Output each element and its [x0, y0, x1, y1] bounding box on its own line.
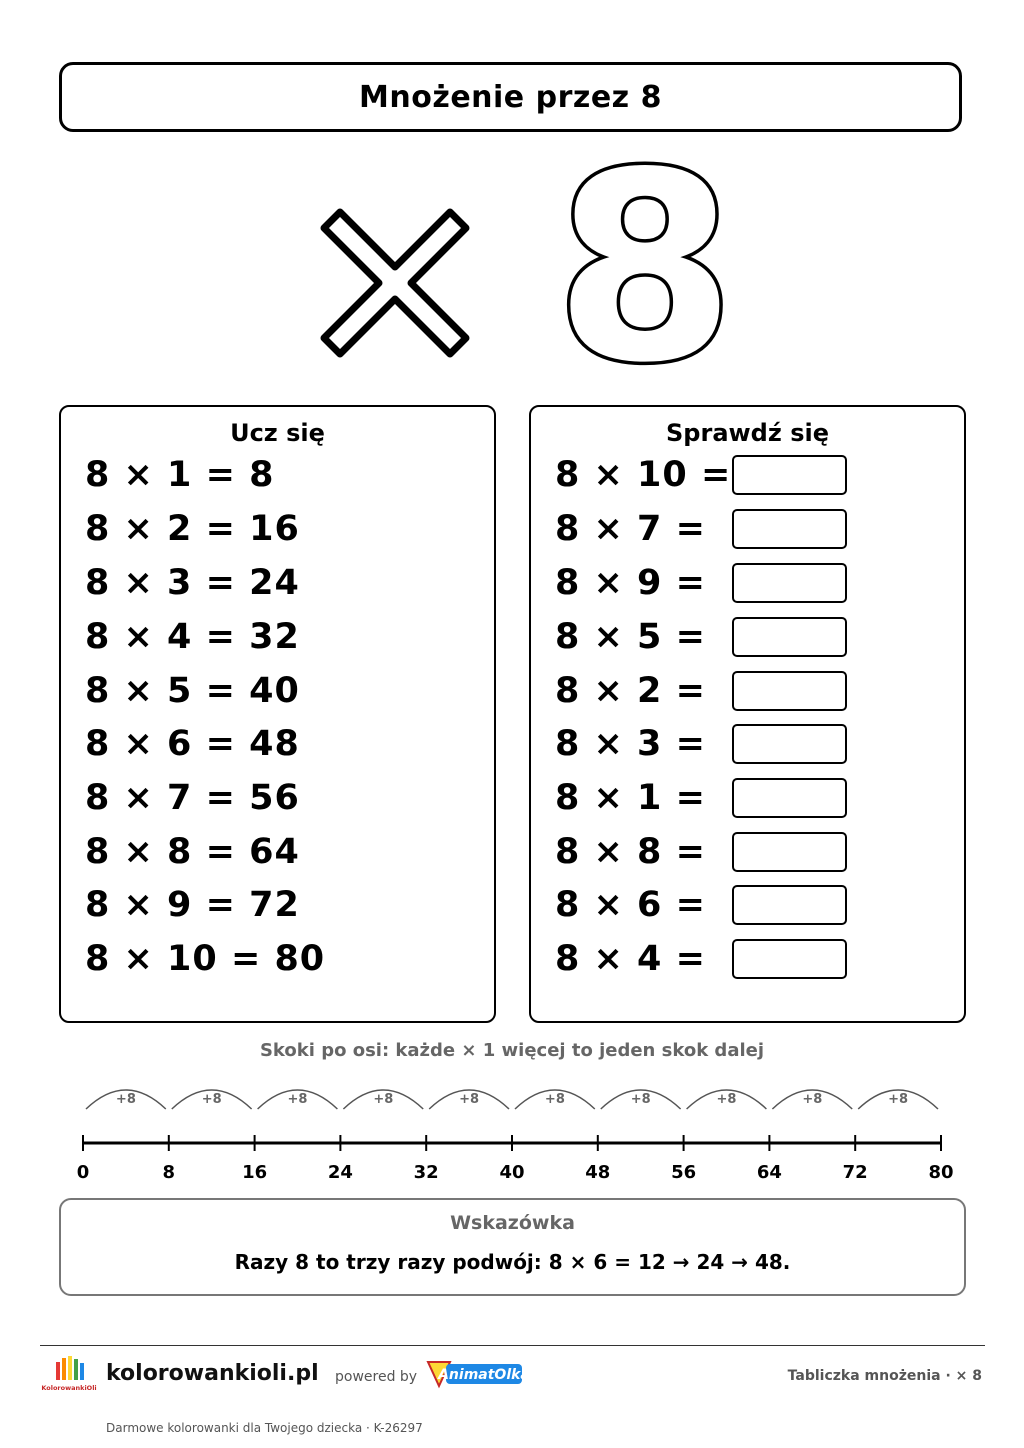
logo-small-text: KolorowankiOli: [41, 1384, 97, 1392]
check-heading: Sprawdź się: [666, 419, 829, 447]
powered-by-label: powered by: [335, 1369, 418, 1385]
jump-label: +8: [630, 1092, 651, 1107]
check-row-3: 8 × 9 =: [555, 563, 706, 603]
number-line-tick-label: 64: [756, 1162, 782, 1183]
answer-box-1[interactable]: [732, 455, 847, 495]
check-row-5: 8 × 2 =: [555, 671, 706, 711]
jump-label: +8: [544, 1092, 565, 1107]
jump-label: +8: [373, 1092, 394, 1107]
number-line-tick-label: 16: [242, 1162, 268, 1183]
footer-right-label: Tabliczka mnożenia · × 8: [787, 1368, 982, 1384]
number-line-tick-label: 56: [671, 1162, 697, 1183]
jump-label: +8: [459, 1092, 480, 1107]
number-line-tick-label: 8: [162, 1162, 176, 1183]
number-line-tick-label: 72: [842, 1162, 868, 1183]
check-row-4: 8 × 5 =: [555, 617, 706, 657]
footer-subtext: Darmowe kolorowanki dla Twojego dziecka · K-26297: [106, 1421, 423, 1435]
hero-graphic: [0, 118, 1024, 420]
number-line-tick-label: 0: [76, 1162, 90, 1183]
learn-panel: [59, 405, 496, 1023]
hint-title: Wskazówka: [450, 1212, 575, 1234]
learn-row-1: 8 × 1 = 8: [85, 455, 275, 495]
animatolka-logo[interactable]: [424, 1356, 530, 1392]
learn-row-5: 8 × 5 = 40: [85, 671, 300, 711]
check-panel: [529, 405, 966, 1023]
answer-box-3[interactable]: [732, 563, 847, 603]
check-row-8: 8 × 8 =: [555, 832, 706, 872]
answer-box-2[interactable]: [732, 509, 847, 549]
learn-row-3: 8 × 3 = 24: [85, 563, 300, 603]
learn-row-7: 8 × 7 = 56: [85, 778, 300, 818]
learn-row-2: 8 × 2 = 16: [85, 509, 300, 549]
check-row-10: 8 × 4 =: [555, 939, 706, 979]
answer-box-7[interactable]: [732, 778, 847, 818]
number-line-tick-label: 48: [585, 1162, 611, 1183]
jump-label: +8: [201, 1092, 222, 1107]
site-name-link[interactable]: kolorowankioli.pl: [106, 1361, 319, 1386]
page-title: Mnożenie przez 8: [359, 79, 662, 115]
check-row-7: 8 × 1 =: [555, 778, 706, 818]
answer-box-6[interactable]: [732, 724, 847, 764]
answer-box-8[interactable]: [732, 832, 847, 872]
answer-box-5[interactable]: [732, 671, 847, 711]
check-row-2: 8 × 7 =: [555, 509, 706, 549]
crayons-icon: [56, 1356, 84, 1380]
learn-row-8: 8 × 8 = 64: [85, 832, 300, 872]
number-line-tick-label: 24: [327, 1162, 353, 1183]
number-line-caption: Skoki po osi: każde × 1 więcej to jeden skok dalej: [259, 1040, 765, 1061]
number-line-tick-label: 32: [413, 1162, 439, 1183]
number-line-tick-label: 80: [928, 1162, 954, 1183]
answer-box-9[interactable]: [732, 885, 847, 925]
learn-row-4: 8 × 4 = 32: [85, 617, 300, 657]
partner-name: AnimatOlka: [438, 1367, 530, 1383]
learn-heading: Ucz się: [230, 419, 325, 447]
hint-box: [59, 1198, 966, 1296]
check-row-1: 8 × 10 =: [555, 455, 732, 495]
multiply-outline-icon: [324, 212, 466, 354]
footer-divider: [40, 1345, 985, 1346]
number-line: [0, 1075, 1024, 1190]
kolorowankioli-logo-icon[interactable]: [41, 1354, 97, 1396]
answer-box-4[interactable]: [732, 617, 847, 657]
jump-label: +8: [888, 1092, 909, 1107]
learn-row-9: 8 × 9 = 72: [85, 885, 300, 925]
check-row-6: 8 × 3 =: [555, 724, 706, 764]
jump-label: +8: [716, 1092, 737, 1107]
hero-number: 8: [554, 118, 736, 420]
hint-text: Razy 8 to trzy razy podwój: 8 × 6 = 12 → 24 → 48.: [234, 1250, 791, 1274]
page-title-box: [59, 62, 962, 132]
jump-label: +8: [115, 1092, 136, 1107]
check-row-9: 8 × 6 =: [555, 885, 706, 925]
learn-row-6: 8 × 6 = 48: [85, 724, 300, 764]
jump-label: +8: [802, 1092, 823, 1107]
learn-row-10: 8 × 10 = 80: [85, 939, 326, 979]
multiply-symbol-icon: [324, 212, 466, 354]
jump-label: +8: [287, 1092, 308, 1107]
number-line-tick-label: 40: [499, 1162, 525, 1183]
answer-box-10[interactable]: [732, 939, 847, 979]
